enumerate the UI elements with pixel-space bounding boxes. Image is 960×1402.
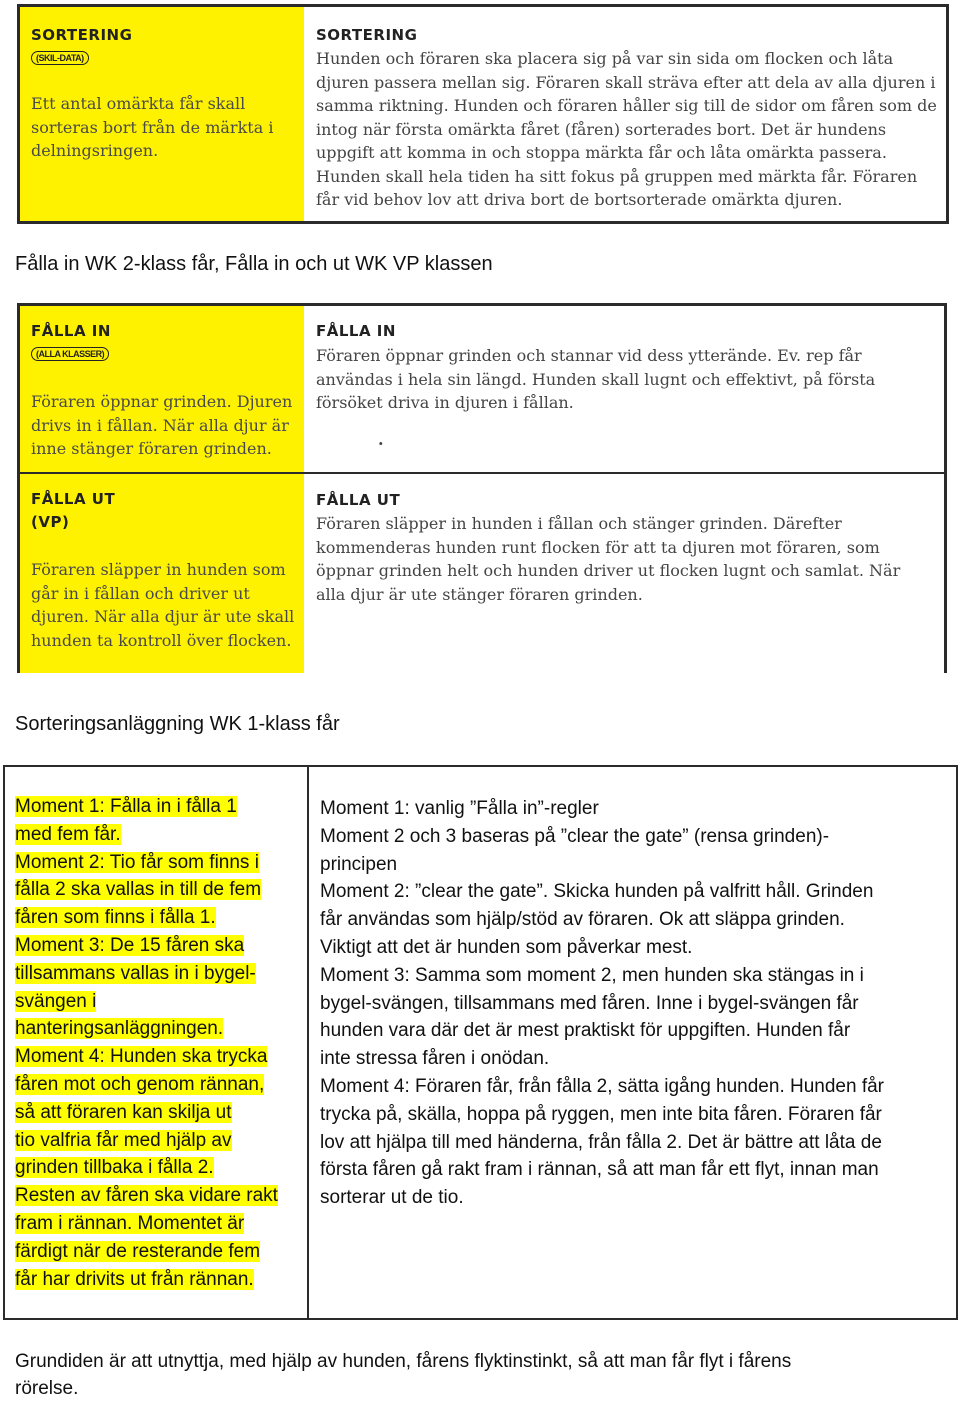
scribbled-text: (SKIL-DATA) [31, 51, 89, 65]
highlighted-text: fåren som finns i fålla 1. [15, 907, 216, 929]
table-right-column [320, 795, 950, 1212]
sortering-right-body: Hunden och föraren ska placera sig på var sin sida om flocken och låta djuren passera mellan sig. Föraren skall sträva efter att dela av alla djuren i samma riktning. Hunden och föraren håller sig till de sidor om fåren som de intog när första omärkta fåret (fåren) sorterades bort. Det är hundens uppgift att komma in och stoppa märkta får och låta omärkta passera. Hunden skall hela tiden ha sitt fokus på gruppen med märkta får. Föraren får vid behov lov att driva bort de bortsorterade omärkta djuren. [316, 49, 937, 209]
stray-dot: . [378, 430, 384, 449]
table-left-column [15, 793, 305, 1293]
highlighted-text: med fem får. [15, 823, 121, 845]
highlighted-text: fåren mot och genom rännan, [15, 1073, 265, 1095]
right-line: hunden vara där det är mest praktiskt för uppgiften. Hunden får [320, 1020, 851, 1042]
highlighted-text: Resten av fåren ska vidare rakt [15, 1185, 278, 1207]
highlighted-text: får har drivits ut från rännan. [15, 1268, 254, 1290]
falla-in-right-body: Föraren öppnar grinden och stannar vid dess ytterände. Ev. rep får användas i hela sin längd. Hunden skall lugnt och effektivt, på första försöket driva in djuren i fållan. [316, 346, 876, 412]
highlighted-text: hanteringsanläggningen. [15, 1018, 224, 1040]
footer-line-2: rörelse. [15, 1378, 79, 1399]
falla-ut-left-body: Föraren släpper in hunden som går in i fållan och driver ut djuren. När alla djur är ute skall hunden ta kontroll över flocken. [31, 560, 295, 650]
footer-text [15, 1348, 955, 1402]
right-line: Moment 4: Föraren får, från fålla 2, sätta igång hunden. Hunden får [320, 1075, 885, 1097]
left-line [15, 932, 305, 960]
sortering-left-scribble-wrap [31, 48, 89, 66]
left-line [15, 960, 305, 988]
highlighted-text: grinden tillbaka i fålla 2. [15, 1157, 214, 1179]
right-line: får användas som hjälp/stöd av föraren. Ok att släppa grinden. [320, 909, 845, 931]
falla-right-border [944, 303, 947, 673]
left-line [15, 1154, 305, 1182]
left-line [15, 793, 305, 821]
left-line [15, 988, 305, 1016]
right-line: Moment 3: Samma som moment 2, men hunden ska stängas in i [320, 964, 864, 986]
right-line: sorterar ut de tio. [320, 1187, 464, 1209]
right-line: principen [320, 853, 398, 875]
sortering-left-heading: SORTERING [31, 26, 133, 44]
left-line [15, 1043, 305, 1071]
falla-ut-right-heading: FÅLLA UT [316, 491, 401, 509]
falla-in-scribble-wrap [31, 344, 109, 362]
left-line [15, 849, 305, 877]
falla-ut-left-heading: FÅLLA UT [31, 490, 116, 508]
highlighted-text: fålla 2 ska vallas in till de fem [15, 879, 262, 901]
left-line [15, 821, 305, 849]
highlighted-text: Moment 3: De 15 fåren ska [15, 934, 245, 956]
left-line [15, 904, 305, 932]
section-heading-falla: Fålla in WK 2-klass får, Fålla in och ut WK VP klassen [15, 253, 493, 275]
highlighted-text: färdigt när de resterande fem [15, 1240, 261, 1262]
falla-in-left-body: Föraren öppnar grinden. Djuren drivs in i fållan. När alla djur är inne stänger föraren grinden. [31, 392, 293, 458]
right-line: Moment 2: ”clear the gate”. Skicka hunden på valfritt håll. Grinden [320, 881, 874, 903]
sortering-left-body: Ett antal omärkta får skall sorteras bort från de märkta i delningsringen. [31, 94, 274, 160]
left-lines [15, 793, 305, 1293]
right-line: trycka på, skälla, hoppa på ryggen, men inte bita fåren. Föraren får [320, 1103, 882, 1125]
left-line [15, 1210, 305, 1238]
highlighted-text: Moment 1: Fålla in i fålla 1 [15, 796, 237, 817]
left-line [15, 1182, 305, 1210]
left-line [15, 1266, 305, 1294]
falla-ut-right-body: Föraren släpper in hunden i fållan och stänger grinden. Därefter kommenderas hunden runt flocken för att ta djuren mot föraren, som öppnar grinden helt och hunden driver ut flocken lugnt och samlat. När alla djur är ute stänger föraren grinden. [316, 514, 901, 604]
footer-line-1: Grundiden är att utnyttja, med hjälp av hunden, fårens flyktinstinkt, så att man får flyt i fårens [15, 1351, 792, 1372]
left-line [15, 876, 305, 904]
highlighted-text: så att föraren kan skilja ut [15, 1101, 232, 1123]
falla-ut-left-sub: (VP) [31, 513, 70, 531]
scribbled-text: (ALLA KLASSER) [31, 347, 109, 361]
highlighted-text: Moment 2: Tio får som finns i [15, 851, 259, 873]
right-lines [320, 795, 950, 1212]
sortering-right-heading: SORTERING [316, 26, 418, 44]
left-line [15, 1127, 305, 1155]
right-line: Moment 1: vanlig ”Fålla in”-regler [320, 798, 599, 819]
highlighted-text: fram i rännan. Momentet är [15, 1212, 245, 1234]
right-line: Moment 2 och 3 baseras på ”clear the gate” (rensa grinden)- [320, 825, 830, 847]
highlighted-text: svängen i [15, 990, 97, 1012]
left-line [15, 1071, 305, 1099]
right-line: första fåren gå rakt fram i rännan, så att man får ett flyt, innan man [320, 1159, 879, 1181]
left-line [15, 1015, 305, 1043]
right-line: bygel-svängen, tillsammans med fåren. Inne i bygel-svängen får [320, 992, 859, 1014]
left-line [15, 1099, 305, 1127]
sortering-table-divider [307, 767, 309, 1318]
section-heading-sortering: Sorteringsanläggning WK 1-klass får [15, 713, 340, 735]
right-line: Viktigt att det är hunden som påverkar mest. [320, 936, 693, 958]
left-line [15, 1238, 305, 1266]
highlighted-text: Moment 4: Hunden ska trycka [15, 1046, 268, 1068]
falla-in-right-heading: FÅLLA IN [316, 322, 396, 340]
right-line: lov att hjälpa till med händerna, från fålla 2. Det är bättre att låta de [320, 1131, 882, 1153]
right-line: inte stressa fåren i onödan. [320, 1048, 550, 1070]
falla-in-left-heading: FÅLLA IN [31, 322, 111, 340]
highlighted-text: tio valfria får med hjälp av [15, 1129, 232, 1151]
highlighted-text: tillsammans vallas in i bygel- [15, 962, 256, 984]
